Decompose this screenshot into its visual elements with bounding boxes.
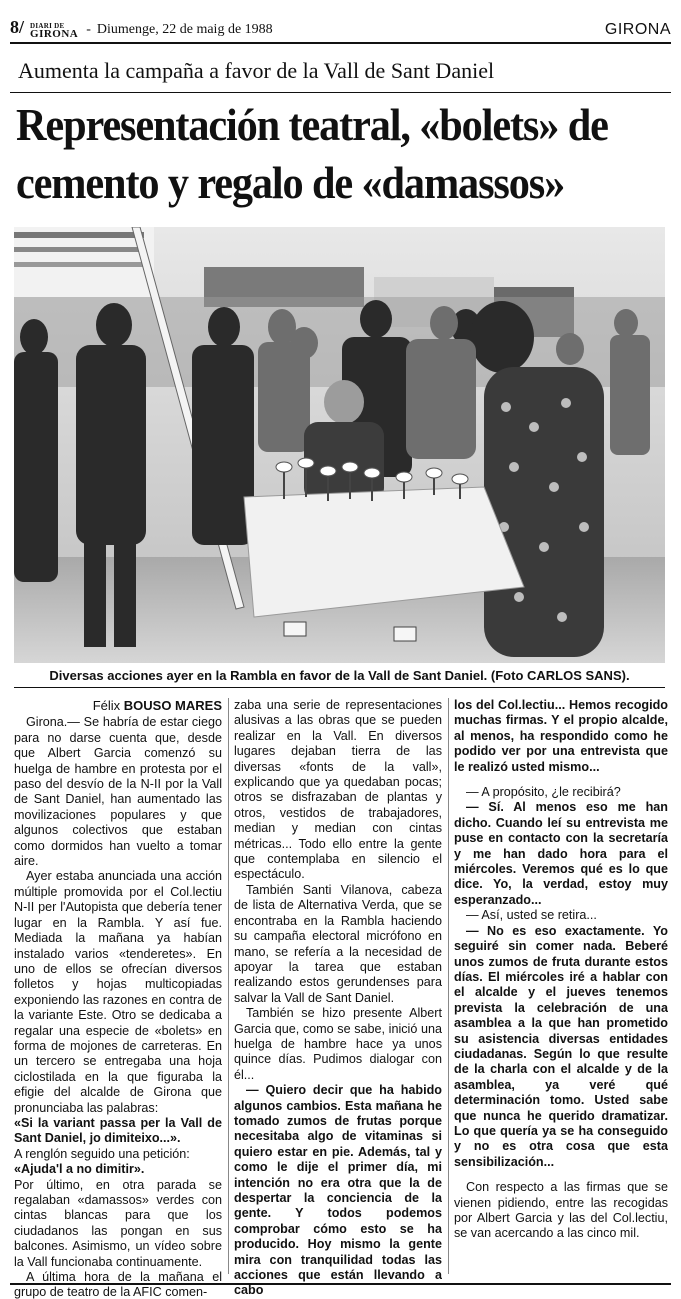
- paragraph: A última hora de la mañana el grupo de teatro de la AFIC comen-: [14, 1270, 222, 1299]
- paragraph: También Santi Vilanova, cabeza de lista de Alternativa Verda, que se encontraba en la Rambla haciendo su campaña electoral micrófono en mano, se refería a la necesidad de apoyar la tarea que estaban realizando estos gerundenses para salvar la Vall de Sant Daniel.: [234, 882, 442, 1005]
- masthead-bottom: GIRONA: [30, 28, 79, 40]
- article-column-1: [14, 698, 222, 1299]
- headline-line-1: Representación teatral, «bolets» de: [16, 100, 608, 150]
- photo-illustration: [14, 227, 665, 663]
- interview-answer: los del Col.lectiu... Hemos recogido muchas firmas. Y el propio alcalde, al menos, ha respondido como he podido ver por una entrevista que le realizó usted mismo...: [454, 698, 668, 774]
- interview-question: — A propósito, ¿le recibirá?: [466, 785, 621, 800]
- page-number: 8/: [10, 17, 25, 37]
- paragraph: Por último, en otra parada se regalaban «damassos» verdes con cintas blancas para que los ciudadanos las pongan en sus balcones. Asimismo, un vídeo sobre la Vall funcionaba continuamente.: [14, 1177, 222, 1269]
- paragraph: Girona.— Se habría de estar ciego para no darse cuenta que, desde que Albert Garcia comenzó su huelga de hambre en protesta por el paso del desvío de la N-II por la Vall de Sant Daniel, han aumentado las movilizaciones populares y que algunos colectivos que estaban como dormidos han vuelto a tomar aire.: [14, 715, 222, 869]
- interview-answer: — Quiero decir que ha habido algunos cambios. Esta mañana he tomado zumos de frutas porque necesitaba algo de vitaminas si quiero estar en pie. Además, tal y como le dije el primer día, mi intención no era otra que la de despertar la conciencia de la gente. Y todos podemos comprobar cómo esto se ha producido. Hoy mismo la gente mira con tranquilidad todas las acciones que están llevando a cabo: [234, 1083, 442, 1298]
- paragraph: A renglón seguido una petición:: [14, 1146, 190, 1161]
- photo-caption: Diversas acciones ayer en la Rambla en favor de la Vall de Sant Daniel. (Foto CARLOS SANS).: [14, 668, 665, 688]
- kicker-divider: [10, 92, 671, 93]
- interview-answer: — No es eso exactamente. Yo seguiré sin comer nada. Beberé unos zumos de fruta durante estos días. El miércoles iré a hablar con el alcalde y el jueves tenemos prevista la celebración de una asamblea a la que han prometido su asistencia diversas entidades ciudadanas. Según lo que resulte de la charla con el alcalde y de la asamblea, ya veré qué determinación tomo. Usted sabe que nunca he querido dramatizar. Lo que quería ya se ha conseguido y no es otra cosa que esta sensibilización...: [454, 923, 668, 1169]
- paragraph: También se hizo presente Albert Garcia que, como se sabe, inició una huelga de hambre hace ya unos quince días. Pudimos dialogar con él...: [234, 1006, 442, 1082]
- byline: [14, 698, 222, 713]
- issue-date: Diumenge, 22 de maig de 1988: [96, 22, 273, 37]
- bottom-rule: [10, 1283, 671, 1285]
- article-column-3: [454, 698, 668, 1242]
- column-divider: [228, 698, 229, 1274]
- interview-answer: — Sí. Al menos eso me han dicho. Cuando leí su entrevista me puse en contacto con la secretaría y me han dado hora para el miércoles. Veremos qué es lo que dice. Yo, la verdad, estoy muy esperanzado...: [454, 800, 668, 907]
- news-photo: [14, 227, 665, 663]
- kicker: Aumenta la campaña a favor de la Vall de Sant Daniel: [18, 58, 495, 83]
- section-name: GIRONA: [604, 21, 671, 38]
- masthead-top: DIARI DE: [30, 22, 65, 30]
- article-column-2: [234, 698, 442, 1299]
- quote-bold: «Ajuda'l a no dimitir».: [14, 1162, 145, 1177]
- paragraph: Con respecto a las firmas que se vienen pidiendo, entre las recogidas por Albert Garcia y las del Col.lectiu, se van acercando a las cinco mil.: [454, 1180, 668, 1241]
- column-divider: [448, 698, 449, 1274]
- quote-bold: «Si la variant passa per la Vall de Sant Daniel, jo dimiteixo...».: [14, 1115, 222, 1146]
- byline-surname: BOUSO MARES: [123, 698, 222, 713]
- headline-line-2: cemento y regalo de «damassos»: [16, 158, 565, 208]
- byline-first-name: Félix: [92, 698, 121, 713]
- running-header: [10, 18, 671, 44]
- paragraph: Ayer estaba anunciada una acción múltiple promovida por el Col.lectiu N-II per l'Autopista que debería tener lugar en la Rambla. Y así fue. Mediada la mañana ya habían instalado varios «tenderetes». En uno de ellos se ofrecían diversos folletos y hojas multicopiadas exponiendo las razones en contra de la variante Este. Otro se dedicaba a regalar una especie de «bolets» en forma de mojones de carreteras. En un tercero se entregaba una hoja ciclostilada en la que figuraba la efigie del alcalde de Girona que pronunciaba las palabras:: [14, 869, 222, 1115]
- masthead-logo: [30, 22, 78, 38]
- paragraph: zaba una serie de representaciones alusivas a las obras que se pueden realizar en la Vall. En diversos lugares dejaban tierra de las diversas «fonts de la vall», explicando que ya quedaban pocas; otros se disfrazaban de plantas y otros, vestidos de trabajadores, median y median con cintas métricas... Todo ello entre la gente que contemplaba en silencio el espectáculo.: [234, 698, 442, 882]
- header-left: [10, 17, 273, 38]
- header-separator: -: [86, 22, 91, 37]
- headline: [16, 96, 627, 212]
- interview-question: — Así, usted se retira...: [466, 908, 597, 923]
